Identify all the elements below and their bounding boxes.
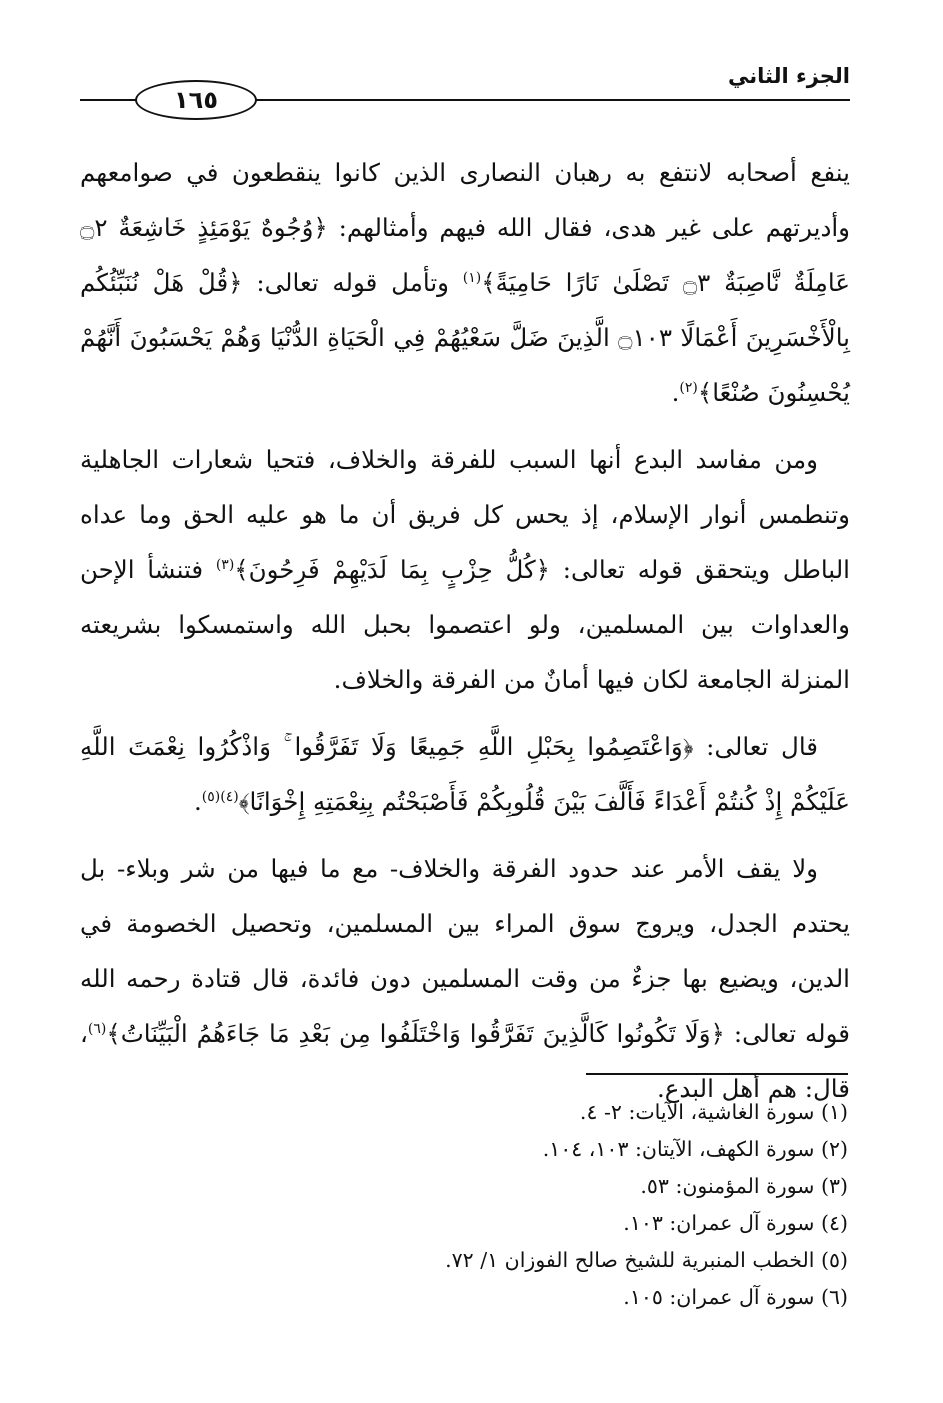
- footnote-item: (٥) الخطب المنبرية للشيخ صالح الفوزان ١/ ٧٢.: [445, 1248, 848, 1272]
- footnote-ref: (٣): [215, 556, 235, 573]
- footnote-item: (٢) سورة الكهف، الآيتان: ١٠٣، ١٠٤.: [542, 1137, 848, 1161]
- paragraph-text: قال تعالى:: [693, 732, 818, 761]
- footnote-item: (٤) سورة آل عمران: ١٠٣.: [623, 1211, 848, 1235]
- footnotes-list: [168, 1094, 848, 1316]
- footnote-ref: (٢): [679, 379, 698, 396]
- paragraph-text: ومن مفاسد البدع أنها السبب للفرقة والخلاف، فتحيا شعارات الجاهلية وتنطمس أنوار الإسلام، إذ يحس كل فريق أن ما هو عليه الحق وما عداه الباطل ويتحقق قوله تعالى:: [80, 445, 850, 584]
- paragraph-text: .: [671, 378, 680, 407]
- running-title: الجزء الثاني: [727, 64, 850, 88]
- footnote-item: (١) سورة الغاشية، الآيات: ٢- ٤.: [579, 1100, 848, 1124]
- paragraph-3: [80, 719, 850, 829]
- quran-verse: ﴿وَلَا تَكُونُوا كَالَّذِينَ تَفَرَّقُوا وَاخْتَلَفُوا مِن بَعْدِ مَا جَاءَهُمُ الْبَيِّنَاتُ﴾: [106, 1019, 725, 1048]
- footnote-ref: (٦): [87, 1020, 107, 1037]
- footnote-ref: (١): [462, 269, 482, 286]
- footnote-ref: (٤)(٥): [201, 788, 239, 805]
- quran-verse: ﴿كُلُّ حِزْبٍ بِمَا لَدَيْهِمْ فَرِحُونَ﴾: [234, 555, 551, 584]
- paragraph-text: .: [193, 787, 202, 816]
- paragraph-text: ولا يقف الأمر عند حدود الفرقة والخلاف- مع ما فيها من شر وبلاء- بل يحتدم الجدل، ويروج سوق المراء بين المسلمين، وتحصيل الخصومة في الدين، ويضيع بها جزءٌ من وقت المسلمين دون فائدة، قال قتادة رحمه الله قوله تعالى:: [80, 854, 850, 1048]
- quran-verse: ﴿قُلْ هَلْ نُنَبِّئُكُم بِالْأَخْسَرِينَ أَعْمَالًا ۝١٠٣ الَّذِينَ ضَلَّ سَعْيُهُمْ فِي الْحَيَاةِ الدُّنْيَا وَهُمْ يَحْسَبُونَ أَنَّهُمْ يُحْسِنُونَ صُنْعًا﴾: [80, 268, 850, 407]
- footnote-separator: [586, 1073, 848, 1075]
- paragraph-text: ، قال: هم أهل البدع.: [80, 1019, 850, 1103]
- footnote-item: (٦) سورة آل عمران: ١٠٥.: [623, 1285, 848, 1309]
- page-header: [80, 52, 850, 132]
- paragraph-2: [80, 432, 850, 707]
- page-number: ١٦٥: [174, 86, 218, 114]
- quran-verse: ﴿وَاعْتَصِمُوا بِحَبْلِ اللَّهِ جَمِيعًا وَلَا تَفَرَّقُوا ۚ وَاذْكُرُوا نِعْمَتَ اللَّهِ عَلَيْكُمْ إِذْ كُنتُمْ أَعْدَاءً فَأَلَّفَ بَيْنَ قُلُوبِكُمْ فَأَصْبَحْتُم بِنِعْمَتِهِ إِخْوَانًا﴾: [80, 732, 850, 816]
- paragraph-1: [80, 145, 850, 420]
- page-number-badge: [135, 80, 257, 120]
- paragraph-text: فتنشأ الإحن والعداوات بين المسلمين، ولو اعتصموا بحبل الله واستمسكوا بشريعته المنزلة الجامعة لكان فيها أمانٌ من الفرقة والخلاف.: [80, 555, 850, 694]
- footnote-item: (٣) سورة المؤمنون: ٥٣.: [640, 1174, 848, 1198]
- quran-verse: ﴿وُجُوهٌ يَوْمَئِذٍ خَاشِعَةٌ ۝٢ عَامِلَةٌ نَّاصِبَةٌ ۝٣ تَصْلَىٰ نَارًا حَامِيَةً﴾: [80, 213, 851, 297]
- main-text: [80, 145, 850, 1116]
- paragraph-text: وتأمل قوله تعالى:: [242, 268, 463, 297]
- paragraph-text: ينفع أصحابه لانتفع به رهبان النصارى الذين كانوا ينقطعون في صوامعهم وأديرتهم على غير هدى، فقال الله فيهم وأمثالهم:: [80, 158, 850, 242]
